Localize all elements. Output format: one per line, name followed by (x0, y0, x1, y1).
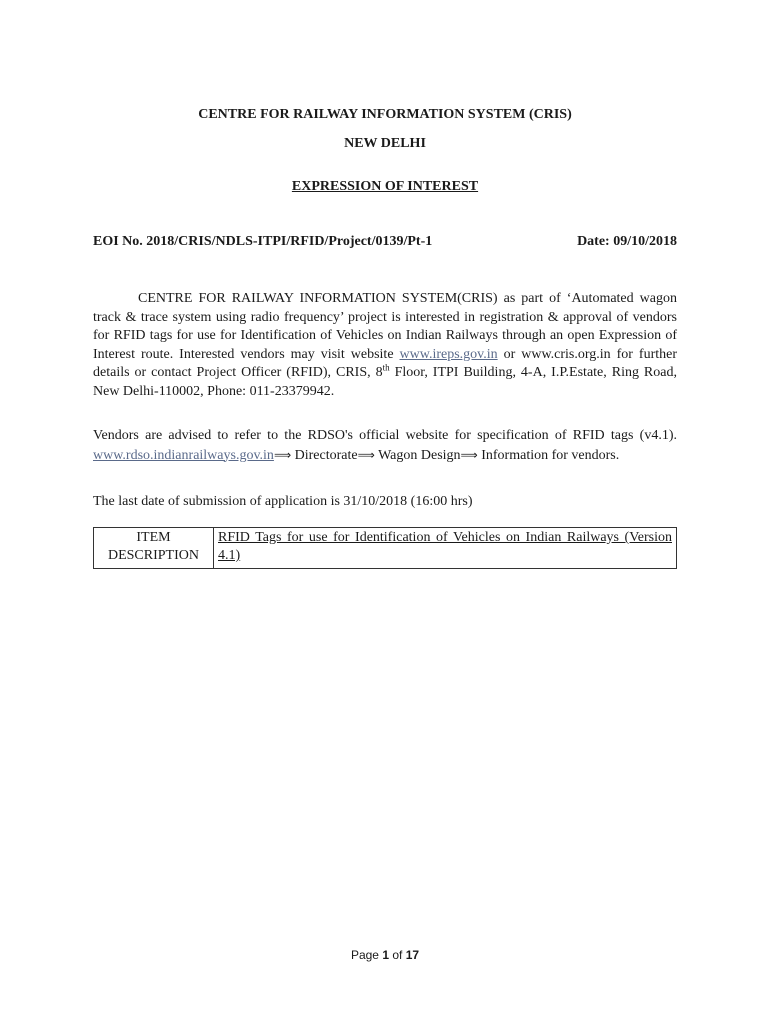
page-word: Page (350, 948, 379, 962)
nav-wagon-design: Wagon Design (378, 447, 461, 463)
document-title: EXPRESSION OF INTEREST (291, 179, 479, 194)
arrow-icon: ⟹ (357, 447, 375, 462)
item-label-line1: ITEM (136, 530, 171, 545)
item-label-line2: DESCRIPTION (107, 548, 199, 563)
current-page-number: 1 (382, 948, 389, 962)
nav-directorate: Directorate (294, 447, 358, 463)
rdso-link[interactable]: www.rdso.indianrailways.gov.in (93, 447, 274, 463)
rdso-text-a: Vendors are advised to refer to the RDSO's official website for specification of RFID tags (v4.1). (93, 428, 677, 443)
nav-information-vendors: Information for vendors. (481, 447, 620, 463)
intro-paragraph (93, 290, 677, 401)
intro-text-a: CENTRE FOR RAILWAY INFORMATION SYSTEM(CRIS) as part of ‘Automated wagon track & trace system using radio frequency’ project is interested in registration & approval of vendors for RFID tags for use for Identification of Vehicles on Indian Railways through an open Expression of Interest route. Interested vendors may visit website (93, 291, 677, 362)
eoi-date: Date: 09/10/2018 (577, 234, 677, 249)
city-title: NEW DELHI (344, 136, 426, 151)
item-value-cell: RFID Tags for use for Identification of Vehicles on Indian Railways (Version 4.1) (214, 528, 677, 569)
item-description-table (93, 527, 677, 569)
of-word: of (392, 948, 403, 962)
ireps-link[interactable]: www.ireps.gov.in (399, 346, 498, 362)
intro-text-b: or www.cris.org.in for further details or contact Project Officer (RFID), CRIS, 8 (93, 346, 678, 380)
page-footer (0, 948, 770, 962)
floor-superscript: th (382, 362, 390, 373)
rdso-paragraph (93, 427, 677, 465)
eoi-number: EOI No. 2018/CRIS/NDLS-ITPI/RFID/Project/0139/Pt-1 (93, 234, 433, 249)
item-label-cell (94, 528, 214, 569)
reference-line (93, 234, 677, 250)
total-pages-number: 17 (405, 948, 420, 962)
org-title: CENTRE FOR RAILWAY INFORMATION SYSTEM (CRIS) (198, 107, 572, 122)
table-row (94, 528, 677, 569)
deadline-paragraph: The last date of submission of application is 31/10/2018 (16:00 hrs) (93, 494, 473, 509)
arrow-icon: ⟹ (273, 447, 292, 462)
arrow-icon: ⟹ (460, 447, 478, 462)
intro-text-c: Floor, ITPI Building, 4-A, I.P.Estate, Ring Road, New Delhi-110002, Phone: 011-23379942. (93, 365, 677, 399)
